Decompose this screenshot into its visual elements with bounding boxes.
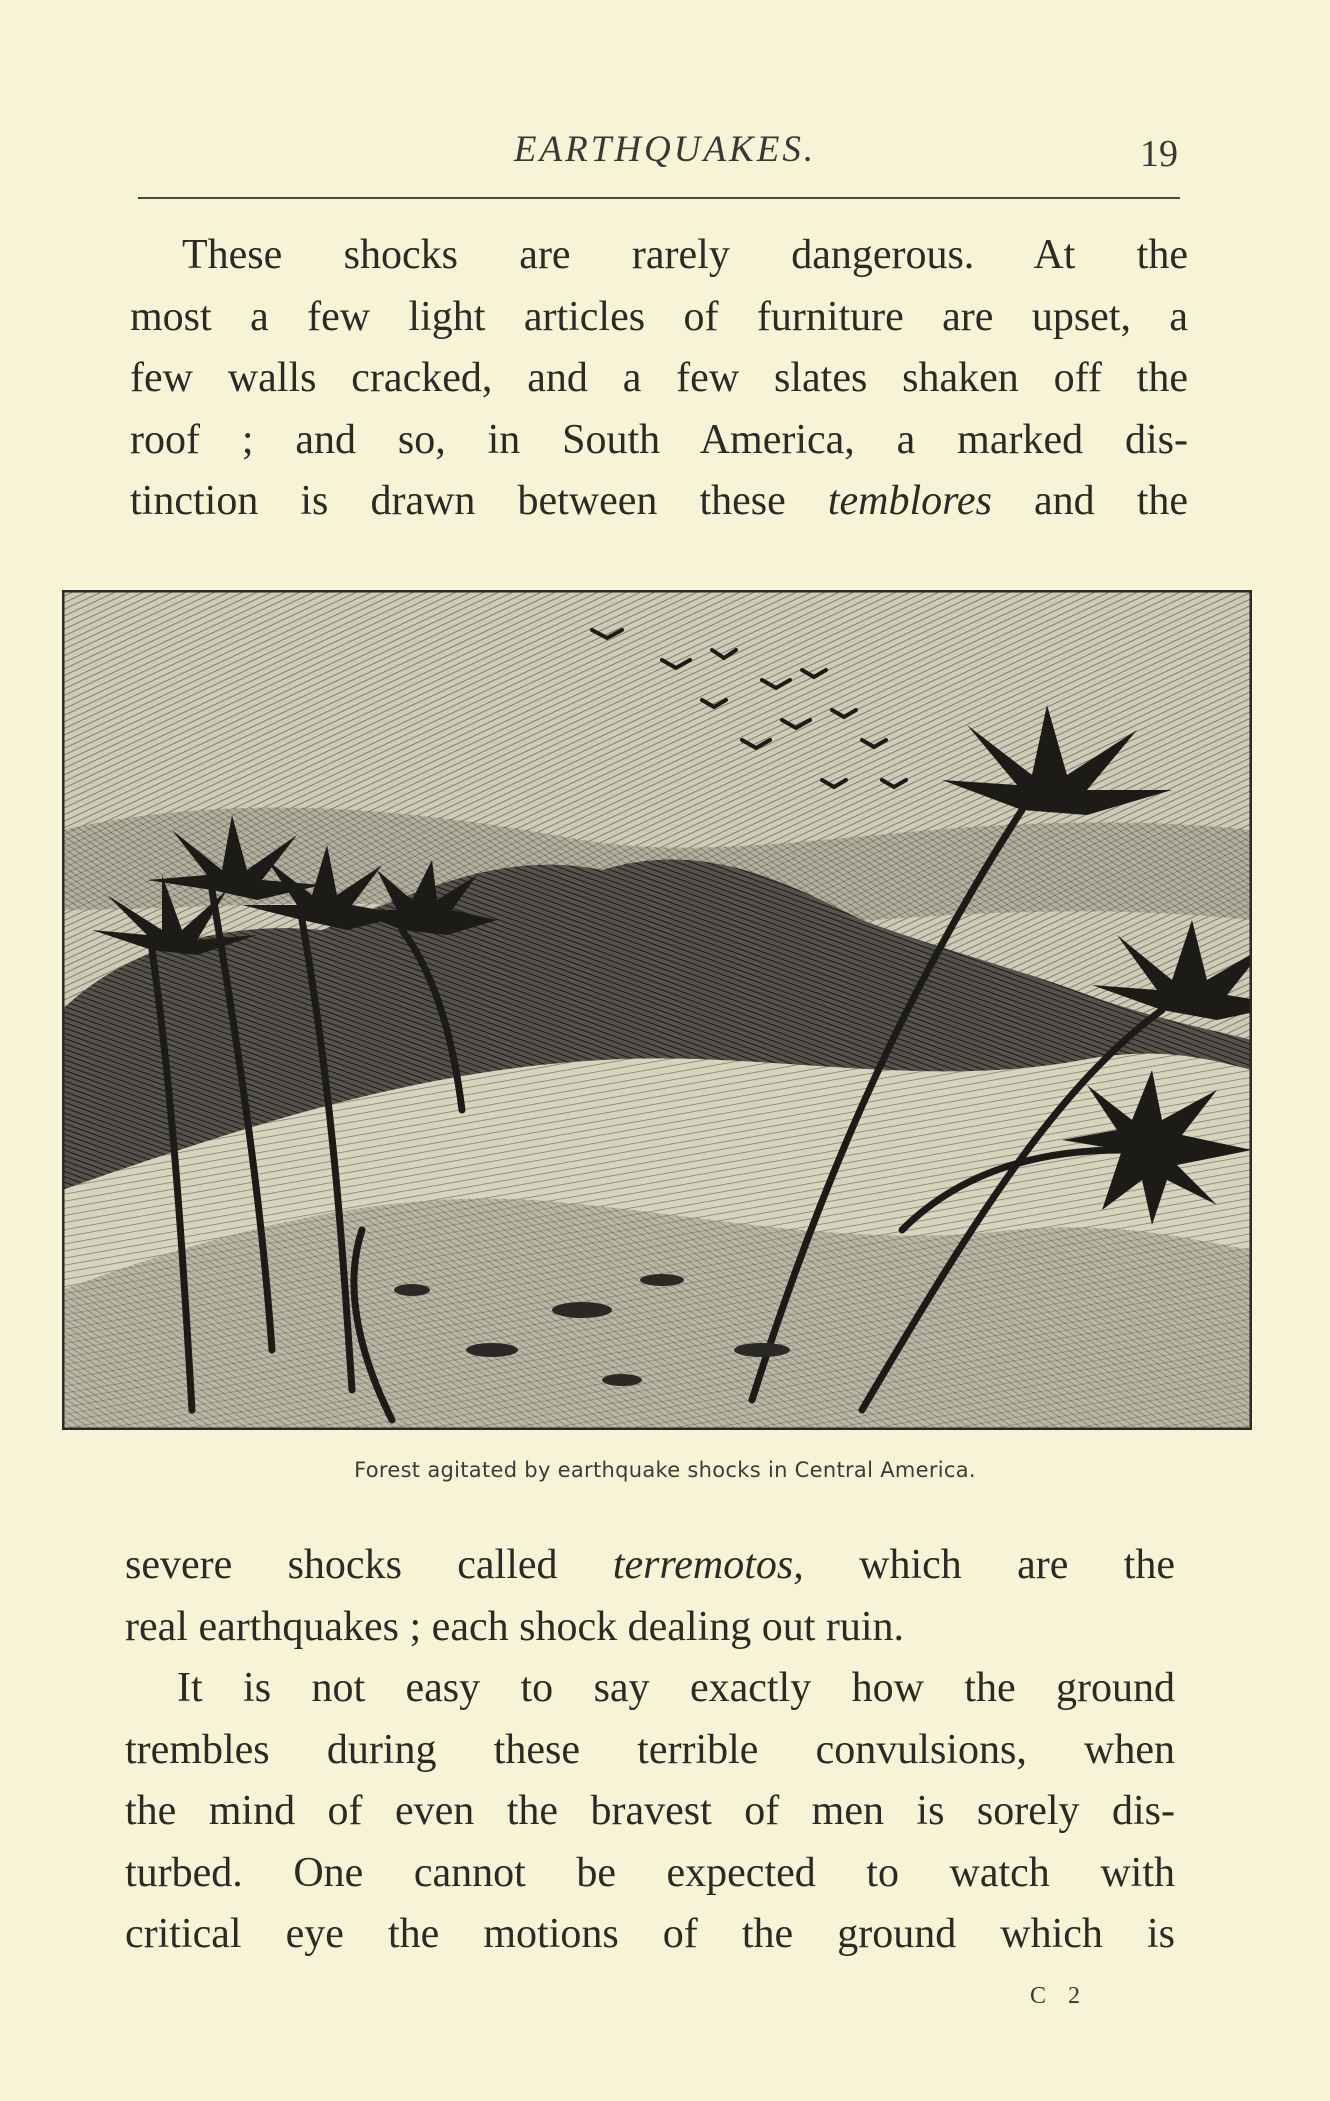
text-line: roof ; and so, in South America, a marked dis- <box>130 416 1188 463</box>
paragraph-bottom <box>125 1535 1175 1966</box>
italic-term: temblores <box>827 478 992 524</box>
italic-term: terremotos, <box>612 1542 804 1588</box>
engraving-illustration <box>62 590 1252 1430</box>
running-head <box>0 128 1330 188</box>
text-line: trembles during these terrible convulsions, when <box>125 1726 1175 1773</box>
paragraph-top <box>130 225 1188 533</box>
text-line <box>130 471 1188 533</box>
text-line: most a few light articles of furniture are upset, a <box>130 293 1188 340</box>
text-fragment: and the <box>991 478 1188 524</box>
page-number: 19 <box>1140 133 1178 175</box>
running-title: EARTHQUAKES. <box>513 129 817 170</box>
signature-mark: C 2 <box>1030 1983 1089 2009</box>
text-line: the mind of even the bravest of men is sorely dis- <box>125 1788 1175 1834</box>
text-line: real earthquakes ; each shock dealing out ruin. <box>125 1603 905 1650</box>
header-rule <box>138 197 1180 199</box>
text-fragment: tinction is drawn between these <box>130 478 786 524</box>
figure-caption: Forest agitated by earthquake shocks in Central America. <box>354 1458 976 1482</box>
text-line: critical eye the motions of the ground which is <box>125 1911 1175 1957</box>
text-line: It is not easy to say exactly how the ground <box>177 1665 1175 1711</box>
text-line: few walls cracked, and a few slates shaken off the <box>130 355 1188 401</box>
text-line <box>125 1535 1175 1597</box>
text-fragment: severe shocks called <box>125 1542 613 1588</box>
text-fragment: which are the <box>803 1542 1175 1588</box>
text-line: These shocks are rarely dangerous. At the <box>182 232 1188 278</box>
text-line: turbed. One cannot be expected to watch with <box>125 1849 1175 1896</box>
